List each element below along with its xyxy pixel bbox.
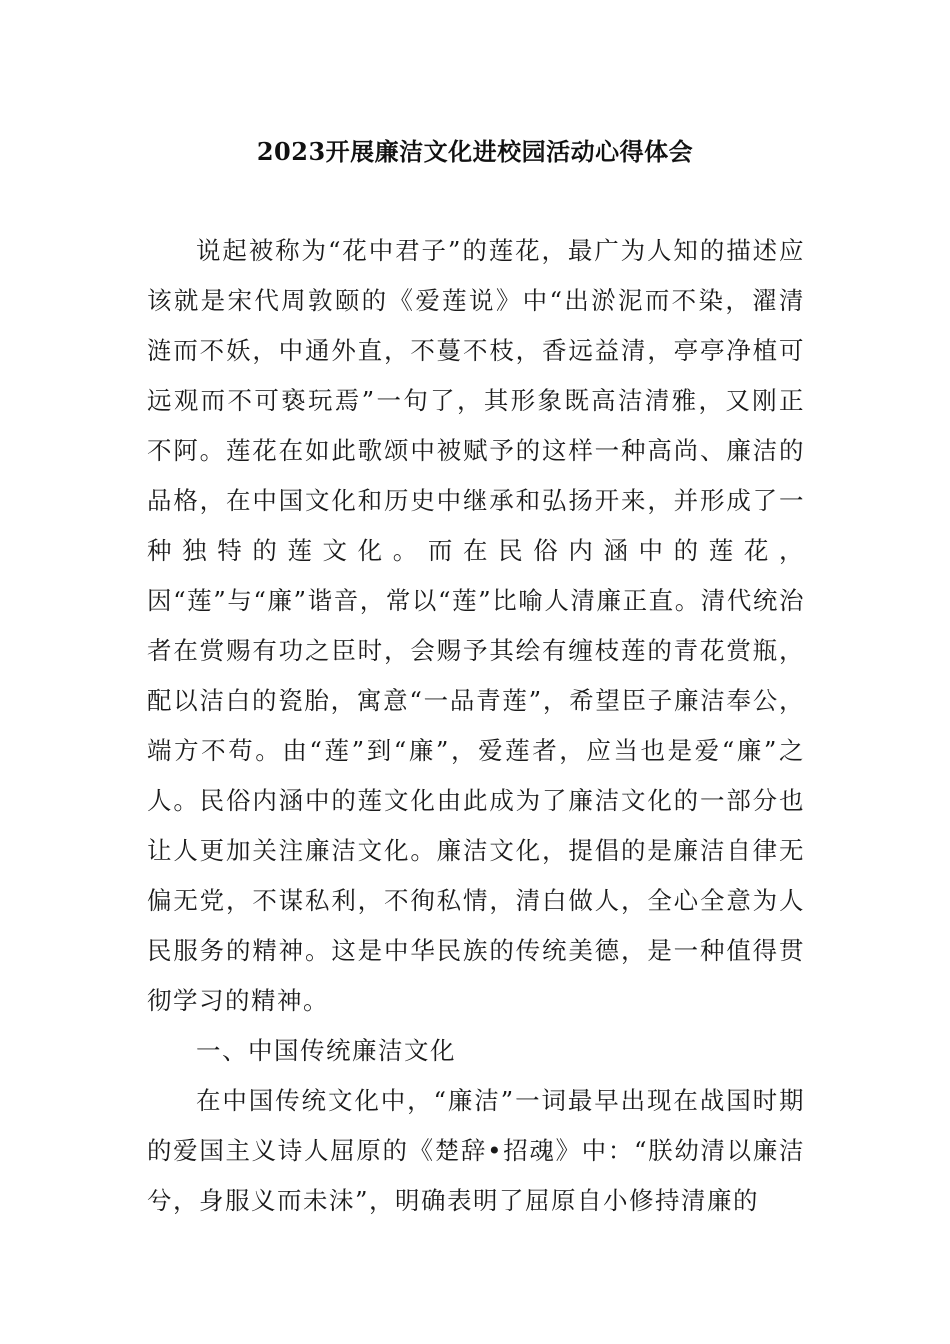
section-heading-traditional-integrity-culture: 一、中国传统廉洁文化 bbox=[196, 1036, 456, 1065]
paragraph-chuci-origin: 在中国传统文化中，“廉洁”一词最早出现在战国时期的爱国主义诗人屈原的《楚辞•招魂》中：“朕幼清以廉洁兮，身服义而未沬”，明确表明了屈原自小修持清廉的 bbox=[147, 1086, 805, 1215]
document-title: 2023开展廉洁文化进校园活动心得体会 bbox=[256, 137, 694, 166]
paragraph-lotus-culture: 说起被称为“花中君子”的莲花，最广为人知的描述应该就是宋代周敦颐的《爱莲说》中“出淤泥而不染，濯清涟而不妖，中通外直，不蔓不枝，香远益清，亭亭净植可远观而不可亵玩焉”一句了，其形象既高洁清雅，又刚正不阿。莲花在如此歌颂中被赋予的这样一种高尚、廉洁的品格，在中国文化和历史中继承和弘扬开来，并形成了一种独特的莲文化。而在民俗内涵中的莲花，因“莲”与“廉”谐音，常以“莲”比喻人清廉正直。清代统治者在赏赐有功之臣时，会赐予其绘有缠枝莲的青花赏瓶，配以洁白的瓷胎，寓意“一品青莲”，希望臣子廉洁奉公，端方不苟。由“莲”到“廉”，爱莲者，应当也是爱“廉”之人。民俗内涵中的莲文化由此成为了廉洁文化的一部分也让人更加关注廉洁文化。廉洁文化，提倡的是廉洁自律无偏无党，不谋私利，不徇私情，清白做人，全心全意为人民服务的精神。这是中华民族的传统美德，是一种值得贯彻学习的精神。 bbox=[147, 236, 805, 1015]
document-body bbox=[147, 226, 805, 1226]
